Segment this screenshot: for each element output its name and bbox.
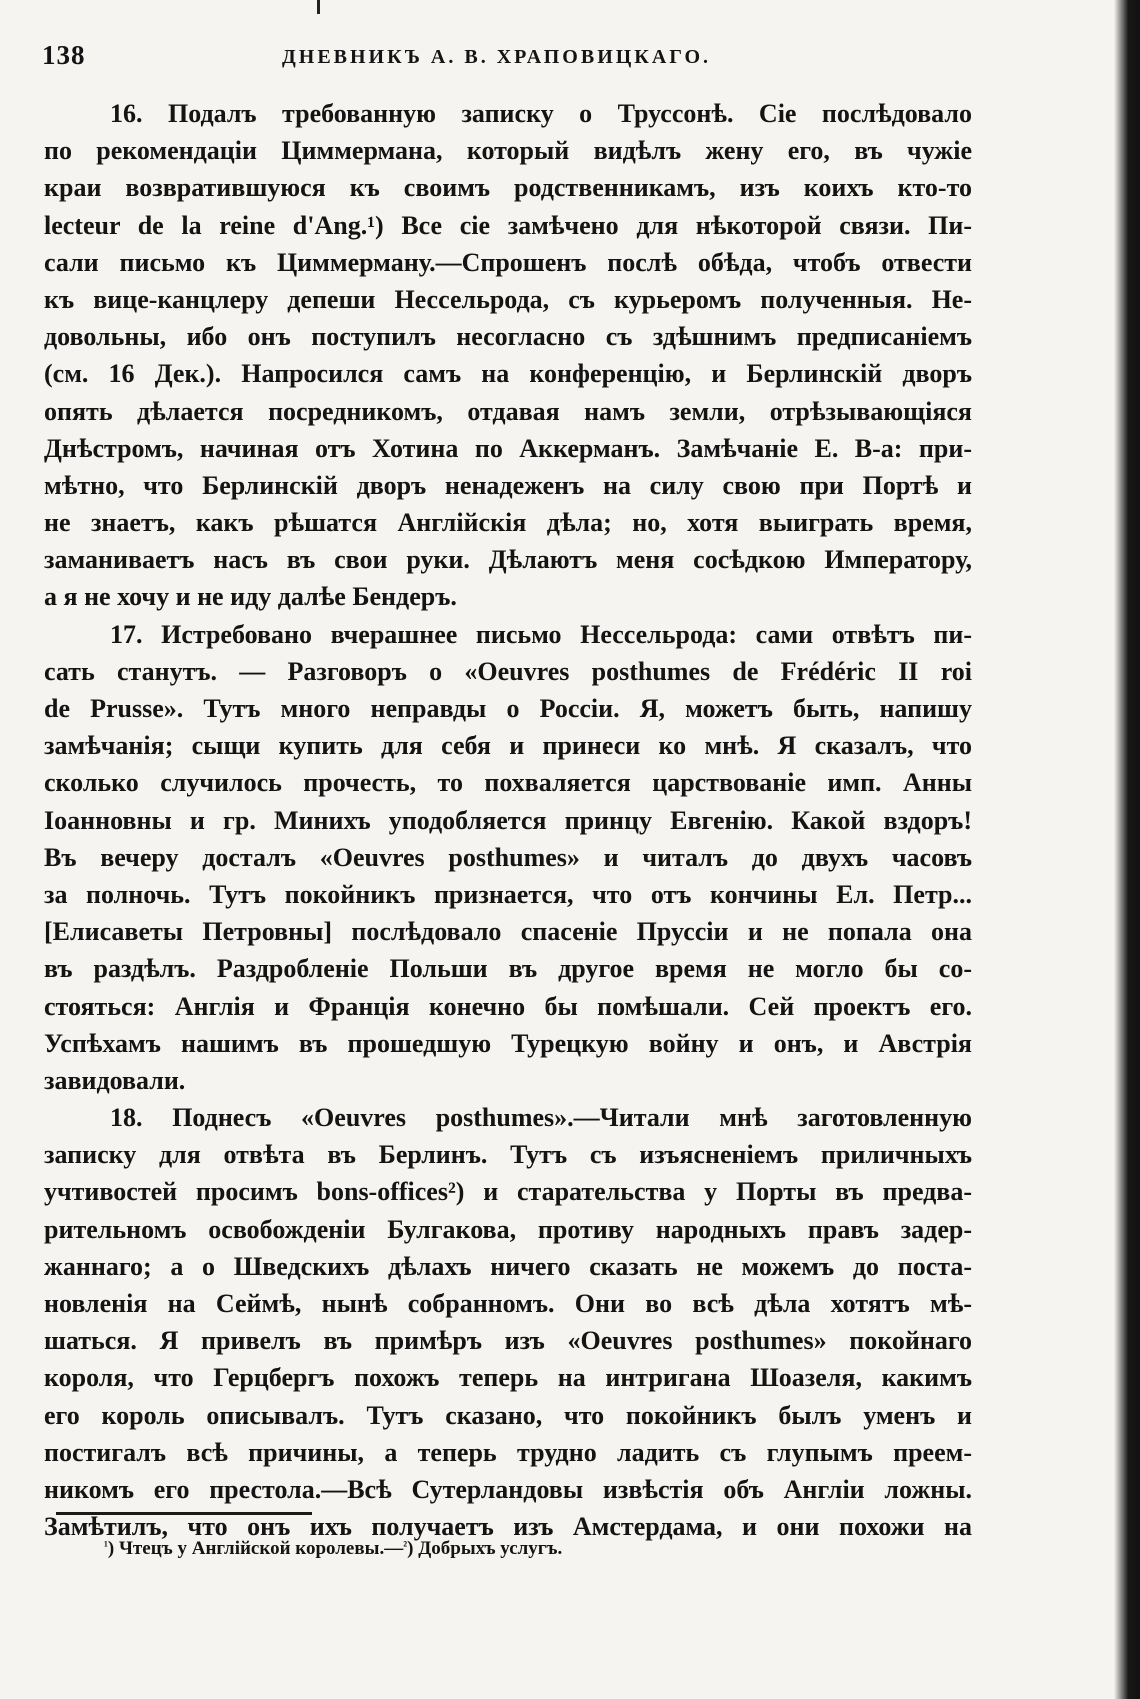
footnote-text: ) Чтецъ у Англійской королевы.— bbox=[107, 1538, 404, 1559]
text-line: сколько случилось прочесть, то похваляется царствованіе имп. Анны bbox=[44, 768, 972, 798]
text-line: опять дѣлается посредникомъ, отдавая намъ земли, отрѣзывающіяся bbox=[44, 396, 972, 426]
text-line: 18. Поднесъ «Oeuvres posthumes».—Читали мнѣ заготовленную bbox=[110, 1103, 972, 1133]
text-line: короля, что Герцбергъ похожъ теперь на интригана Шоазеля, какимъ bbox=[44, 1363, 972, 1393]
text-line: учтивостей просимъ bons-offices²) и старательства у Порты въ предва- bbox=[44, 1177, 972, 1207]
footnote-text: ) Добрыхъ услугъ. bbox=[407, 1538, 563, 1559]
text-line: его король описывалъ. Тутъ сказано, что покойникъ былъ уменъ и bbox=[44, 1400, 972, 1430]
text-line: новленія на Сеймѣ, нынѣ собранномъ. Они во всѣ дѣла хотятъ мѣ- bbox=[44, 1289, 972, 1318]
page-spine-shadow bbox=[1114, 0, 1140, 1699]
text-line: шаться. Я привелъ въ примѣръ изъ «Oeuvres posthumes» покойнаго bbox=[44, 1326, 972, 1356]
text-line: къ вице-канцлеру депеши Нессельрода, съ курьеромъ полученныя. Не- bbox=[44, 284, 972, 314]
page-header bbox=[42, 40, 978, 80]
text-line: сали письмо къ Циммерману.—Спрошенъ послѣ обѣда, чтобъ отвести bbox=[44, 247, 972, 277]
text-line: Іоанновны и гр. Минихъ уподобляется принцу Евгенію. Какой вздоръ! bbox=[44, 805, 972, 835]
text-line: мѣтно, что Берлинскій дворъ ненадеженъ на силу свою при Портѣ и bbox=[44, 470, 972, 500]
text-line: сать станутъ. — Разговоръ о «Oeuvres posthumes de Frédéric II roi bbox=[44, 656, 972, 686]
running-title: ДНЕВНИКЪ А. В. ХРАПОВИЦКАГО. bbox=[282, 46, 712, 68]
text-line: а я не хочу и не иду далѣе Бендеръ. bbox=[44, 582, 457, 612]
page-number: 138 bbox=[42, 40, 86, 70]
text-line: заманиваетъ насъ въ свои руки. Дѣлаютъ меня сосѣдкою Императору, bbox=[44, 545, 972, 575]
text-line: Успѣхамъ нашимъ въ прошедшую Турецкую войну и онъ, и Австрія bbox=[44, 1028, 972, 1058]
text-line: за полночь. Тутъ покойникъ признается, что отъ кончины Ел. Петр... bbox=[44, 879, 972, 909]
text-line: постигалъ всѣ причины, а теперь трудно ладить съ глупымъ преем- bbox=[44, 1437, 972, 1467]
page-edge-mark bbox=[317, 0, 320, 14]
text-line: [Елисаветы Петровны] послѣдовало спасеніе Пруссіи и не попала она bbox=[44, 917, 972, 947]
text-line: 16. Подалъ требованную записку о Труссонѣ. Сіе послѣдовало bbox=[110, 99, 972, 128]
text-line: жаннаго; а о Шведскихъ дѣлахъ ничего сказать не можемъ до поста- bbox=[44, 1251, 972, 1281]
footnote-marker: ¹ bbox=[104, 1538, 108, 1553]
text-line: 17. Истребовано вчерашнее письмо Нессельрода: сами отвѣтъ пи- bbox=[110, 619, 972, 649]
text-line: не знаетъ, какъ рѣшатся Англійскія дѣла; но, хотя выиграть время, bbox=[44, 508, 972, 538]
text-line: въ раздѣлъ. Раздробленіе Польши въ другое время не могло бы со- bbox=[44, 954, 972, 984]
text-line: довольны, ибо онъ поступилъ несогласно съ здѣшнимъ предписаніемъ bbox=[44, 322, 972, 352]
text-line: краи возвратившуюся къ своимъ родственникамъ, изъ коихъ кто-то bbox=[44, 173, 972, 203]
text-line: завидовали. bbox=[44, 1065, 186, 1095]
text-line: стояться: Англія и Франція конечно бы помѣшали. Сей проектъ его. bbox=[44, 991, 972, 1021]
text-line: Днѣстромъ, начиная отъ Хотина по Аккерманъ. Замѣчаніе Е. В-а: при- bbox=[44, 433, 972, 463]
text-line: Замѣтилъ, что онъ ихъ получаетъ изъ Амстердама, и они похожи на bbox=[44, 1512, 972, 1542]
text-line: lecteur de la reine d'Ang.¹) Все сіе замѣчено для нѣкоторой связи. Пи- bbox=[44, 210, 972, 240]
text-line: по рекомендаціи Циммермана, который видѣлъ жену его, въ чужіе bbox=[44, 136, 972, 166]
body-text bbox=[44, 95, 972, 1545]
text-line: записку для отвѣта въ Берлинъ. Тутъ съ изъясненіемъ приличныхъ bbox=[44, 1140, 972, 1170]
footnote-divider bbox=[56, 1512, 312, 1515]
footnote-marker: ² bbox=[403, 1538, 408, 1553]
text-line: Въ вечеру досталъ «Oeuvres posthumes» и читалъ до двухъ часовъ bbox=[44, 842, 972, 872]
footnotes bbox=[104, 1538, 562, 1560]
text-line: (см. 16 Дек.). Напросился самъ на конференцію, и Берлинскій дворъ bbox=[44, 359, 972, 389]
text-line: замѣчанія; сыщи купить для себя и принеси ко мнѣ. Я сказалъ, что bbox=[44, 731, 972, 761]
text-line: de Prusse». Тутъ много неправды о Россіи. Я, можетъ быть, напишу bbox=[44, 694, 972, 723]
text-line: никомъ его престола.—Всѣ Сутерландовы извѣстія объ Англіи ложны. bbox=[44, 1474, 972, 1504]
text-line: рительномъ освобожденіи Булгакова, противу народныхъ правъ задер- bbox=[44, 1214, 972, 1244]
